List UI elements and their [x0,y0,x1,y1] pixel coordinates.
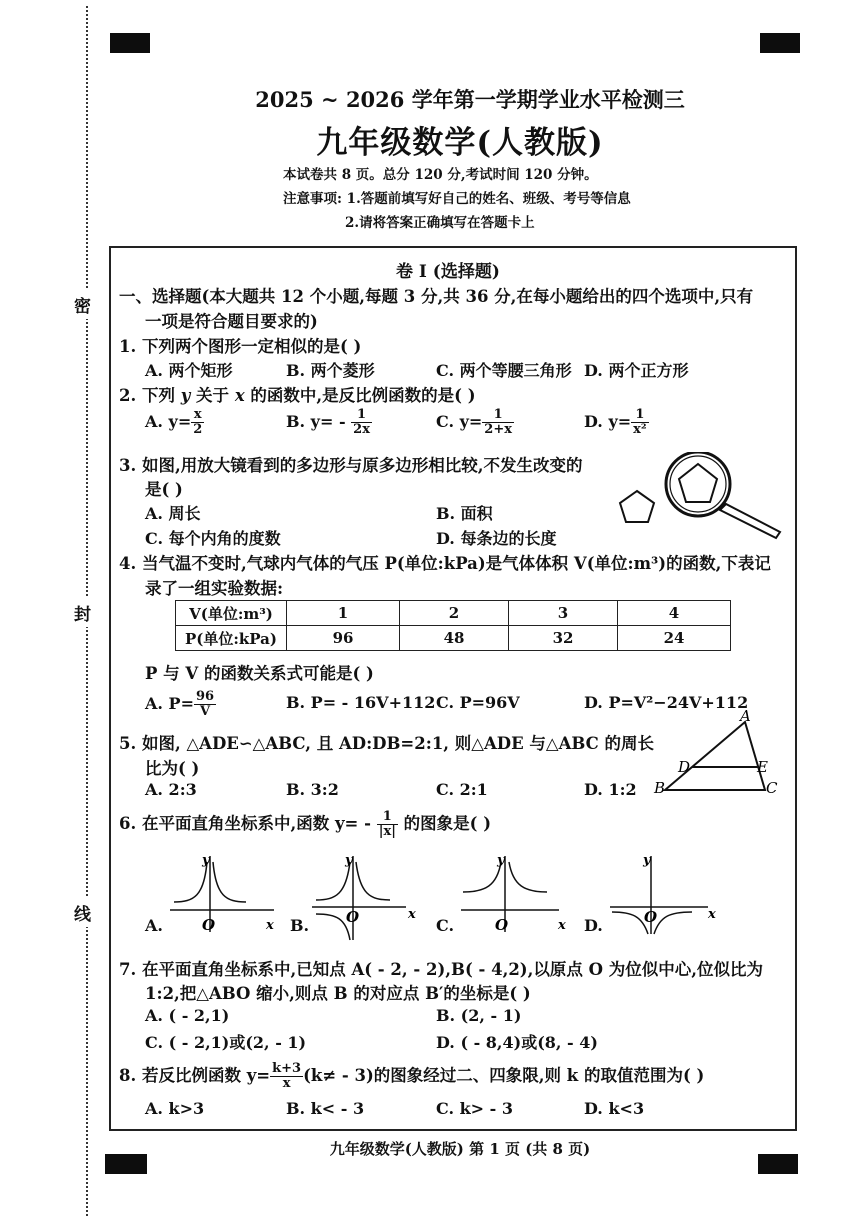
q6-graph-d [606,852,731,937]
exam-info: 本试卷共 8 页。总分 120 分,考试时间 120 分钟。 [283,167,598,183]
q7-stem-2: 1:2,把△ABO 缩小,则点 B 的对应点 B′的坐标是( ) [145,984,531,1003]
svg-text:O: O [644,908,658,926]
magnifier-pentagon-figure [612,452,787,542]
svg-text:x: x [708,907,716,922]
section-instructions-1: 一、选择题(本大题共 12 个小题,每题 3 分,共 36 分,在每小题给出的四个选项中,只有 [119,287,754,306]
q4-stem-1: 4. 当气温不变时,气球内气体的气压 P(单位:kPa)是气体体积 V(单位:m³)的函数,下表记 [119,554,771,573]
seal-char-xian: 线 [74,898,91,927]
table-cell: 1 [287,601,400,626]
magnifier-lens-icon [666,452,730,516]
q6-graph-c [455,852,580,937]
table-cell: 48 [400,626,509,651]
label-c: C [766,779,778,797]
exam-title: 2025 ~ 2026 学年第一学期学业水平检测三 [255,87,685,112]
q2-option-a: A. y= $\frac{x}{2}$ [145,407,203,437]
q1-stem: 1. 下列两个图形一定相似的是( ) [119,337,362,356]
q6-option-c: C. [436,916,455,935]
q7-option-d: D. ( - 8,4)或(8, - 4) [436,1033,598,1052]
q3-stem-2: 是( ) [145,480,183,499]
q3-option-c: C. 每个内角的度数 [145,529,281,548]
q4-option-c: C. P=96V [436,693,520,712]
magnifier-handle-icon [720,504,780,538]
seal-char-feng: 封 [74,598,91,627]
table-row [176,626,731,651]
q5-option-c: C. 2:1 [436,780,488,799]
q2-stem: 2. 下列 y 关于 x 的函数中,是反比例函数的是( ) [119,386,476,405]
table-cell: 24 [618,626,731,651]
label-d: D [678,758,691,776]
q1-option-a: A. 两个矩形 [145,361,233,380]
q6-option-b: B. [290,916,310,935]
q4-data-table [175,600,731,651]
seal-char-mi: 密 [74,290,91,319]
table-cell: 96 [287,626,400,651]
q5-stem-1: 5. 如图, △ADE∽△ABC, 且 AD:DB=2:1, 则△ADE 与△ABC 的周长 [119,734,655,753]
q6-stem: 6. 在平面直角坐标系中,函数 y= - $\frac{1}{|x|}$ 的图象是( ) [119,809,492,839]
svg-text:x: x [266,918,274,933]
q5-option-b: B. 3:2 [286,780,339,799]
page-footer: 九年级数学(人教版) 第 1 页 (共 8 页) [329,1140,591,1158]
svg-text:y: y [202,853,210,868]
svg-text:y: y [345,853,353,868]
table-cell: 2 [400,601,509,626]
q3-option-a: A. 周长 [145,504,201,523]
q3-option-b: B. 面积 [436,504,493,523]
q4-option-a: A. P= $\frac{96}{V}$ [145,689,215,719]
notice-1: 注意事项: 1.答题前填写好自己的姓名、班级、考号等信息 [283,191,631,207]
q3-option-d: D. 每条边的长度 [436,529,557,548]
triangle-abc [665,722,765,790]
label-e: E [757,758,768,776]
notice-2: 2.请将答案正确填写在答题卡上 [345,215,535,231]
section-title: 卷 I (选择题) [396,262,500,282]
q4-stem-2: 录了一组实验数据: [145,579,284,598]
q2-option-b: B. y= - $\frac{1}{2x}$ [286,407,370,437]
svg-text:O: O [346,908,360,926]
q7-option-b: B. (2, - 1) [436,1006,522,1025]
q7-stem-1: 7. 在平面直角坐标系中,已知点 A( - 2, - 2),B( - 4,2),以原点 O 为位似中心,位似比为 [119,960,763,979]
q1-option-c: C. 两个等腰三角形 [436,361,572,380]
table-cell: 3 [509,601,618,626]
q8-option-c: C. k> - 3 [436,1099,513,1118]
q5-option-a: A. 2:3 [145,780,197,799]
svg-text:O: O [202,916,216,934]
section-instructions-2: 一项是符合题目要求的) [145,312,318,331]
q2-option-d: D. y= $\frac{1}{\text{x²}}$ [584,407,647,437]
table-cell: 4 [618,601,731,626]
q5-option-d: D. 1:2 [584,780,637,799]
q8-option-d: D. k<3 [584,1099,645,1118]
label-a: A [740,707,751,725]
registration-mark-top-left [110,33,150,53]
q7-option-a: A. ( - 2,1) [145,1006,230,1025]
q1-option-b: B. 两个菱形 [286,361,375,380]
q4-option-b: B. P= - 16V+112 [286,693,436,712]
q6-option-a: A. [145,916,163,935]
q6-graph-b [308,852,428,944]
q2-option-c: C. y= $\frac{1}{2+x}$ [436,407,512,437]
q8-option-a: A. k>3 [145,1099,205,1118]
svg-text:x: x [408,907,416,922]
q4-stem-3: P 与 V 的函数关系式可能是( ) [145,664,374,683]
svg-text:y: y [643,853,651,868]
q6-graph-a [162,852,287,937]
svg-text:O: O [495,916,509,934]
small-pentagon-icon [620,491,654,522]
q8-stem: 8. 若反比例函数 y= $\frac{k+3}{x}$ (k≠ - 3)的图象经过二、四象限,则 k 的取值范围为( ) [119,1061,705,1091]
table-cell: P(单位:kPa) [176,626,287,651]
svg-text:x: x [558,918,566,933]
q5-stem-2: 比为( ) [145,759,200,778]
q6-option-d: D. [584,916,603,935]
large-pentagon-icon [679,464,717,502]
table-row [176,601,731,626]
subject-title: 九年级数学(人教版) [316,125,604,161]
triangle-abc-figure [650,706,790,798]
q1-option-d: D. 两个正方形 [584,361,689,380]
label-b: B [654,779,666,797]
table-cell: V(单位:m³) [176,601,287,626]
q7-option-c: C. ( - 2,1)或(2, - 1) [145,1033,307,1052]
registration-mark-top-right [760,33,800,53]
table-cell: 32 [509,626,618,651]
svg-text:y: y [497,853,505,868]
q3-stem-1: 3. 如图,用放大镜看到的多边形与原多边形相比较,不发生改变的 [119,456,583,475]
q8-option-b: B. k< - 3 [286,1099,365,1118]
q4-option-d: D. P=V²−24V+112 [584,693,749,712]
